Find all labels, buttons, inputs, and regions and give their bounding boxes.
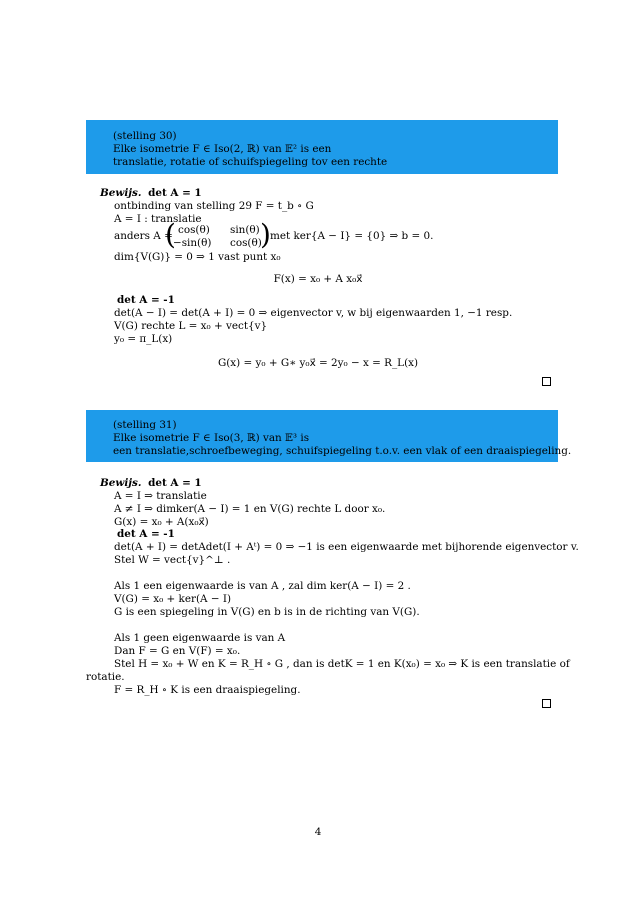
proof-31-line: F = R_H ∘ K is een draaispiegeling. bbox=[114, 684, 301, 696]
matrix-right-paren: ) bbox=[260, 218, 271, 251]
proof-30-matrix-post: met ker{A − I} = {0} ⇒ b = 0. bbox=[270, 230, 434, 242]
theorem-31-line-2: een translatie,schroefbeweging, schuifspiegeling t.o.v. een vlak of een draaispiegeling. bbox=[113, 445, 572, 457]
qed-square bbox=[542, 699, 551, 708]
matrix-cell: cos(θ) bbox=[178, 224, 210, 236]
equation-g: G(x) = y₀ + G∗ y₀x⃗ = 2y₀ − x = R_L(x) bbox=[217, 357, 419, 369]
matrix-cell: sin(θ) bbox=[230, 224, 260, 236]
proof-30-line: dim{V(G)} = 0 ⇒ 1 vast punt x₀ bbox=[114, 251, 281, 263]
theorem-30-line-1: Elke isometrie F ∈ Iso(2, ℝ) van 𝔼² is een bbox=[113, 143, 332, 155]
matrix-left-paren: ( bbox=[165, 218, 176, 251]
proof-31-line: A = I ⇒ translatie bbox=[114, 490, 207, 502]
proof-30-line: V(G) rechte L = x₀ + vect{v} bbox=[114, 320, 268, 332]
proof-case-2: det A = -1 bbox=[117, 294, 175, 306]
proof-30-matrix-pre: anders A = bbox=[114, 230, 173, 242]
proof-31-line: Als 1 geen eigenwaarde is van A bbox=[114, 632, 286, 644]
proof-31-line: A ≠ I ⇒ dimker(A − I) = 1 en V(G) rechte L door x₀. bbox=[114, 503, 386, 515]
proof-word: Bewijs. bbox=[100, 187, 142, 199]
proof-31-line: V(G) = x₀ + ker(A − I) bbox=[114, 593, 232, 605]
qed-square bbox=[542, 377, 551, 386]
page-number: 4 bbox=[314, 826, 322, 838]
proof-31-line: det(A + I) = detAdet(I + Aᵗ) = 0 ⇒ −1 is een eigenwaarde met bijhorende eigenvector v. bbox=[114, 541, 579, 553]
proof-31-line: Stel H = x₀ + W en K = R_H ∘ G , dan is detK = 1 en K(x₀) = x₀ ⇒ K is een translatie of bbox=[114, 658, 570, 670]
proof-31-heading bbox=[100, 477, 202, 489]
proof-word: Bewijs. bbox=[100, 477, 142, 489]
matrix-cell: −sin(θ) bbox=[173, 237, 212, 249]
proof-case-1: det A = 1 bbox=[148, 477, 202, 489]
proof-31-line: G is een spiegeling in V(G) en b is in de richting van V(G). bbox=[114, 606, 420, 618]
proof-31-line: Stel W = vect{v}^⊥ . bbox=[114, 554, 231, 566]
proof-31-line: Dan F = G en V(F) = x₀. bbox=[114, 645, 241, 657]
theorem-31-line-1: Elke isometrie F ∈ Iso(3, ℝ) van 𝔼³ is bbox=[113, 432, 310, 444]
proof-case-2: det A = -1 bbox=[117, 528, 175, 540]
matrix-cell: cos(θ) bbox=[230, 237, 262, 249]
proof-30-line: ontbinding van stelling 29 F = t_b ∘ G bbox=[114, 200, 314, 212]
theorem-30-line-2: translatie, rotatie of schuifspiegeling tov een rechte bbox=[113, 156, 388, 168]
proof-31-line: G(x) = x₀ + A(x₀x⃗) bbox=[114, 516, 209, 528]
proof-31-line: rotatie. bbox=[86, 671, 125, 683]
proof-30-heading bbox=[100, 187, 202, 199]
proof-case-1: det A = 1 bbox=[148, 187, 202, 199]
proof-31-line: Als 1 een eigenwaarde is van A , zal dim ker(A − I) = 2 . bbox=[114, 580, 411, 592]
theorem-30-label: (stelling 30) bbox=[113, 130, 177, 142]
equation-f: F(x) = x₀ + A x₀x⃗ bbox=[273, 273, 363, 285]
proof-30-line: y₀ = π_L(x) bbox=[114, 333, 173, 345]
proof-30-line: det(A − I) = det(A + I) = 0 ⇒ eigenvector v, w bij eigenwaarden 1, −1 resp. bbox=[114, 307, 513, 319]
proof-30-line: A = I : translatie bbox=[114, 213, 202, 225]
theorem-31-label: (stelling 31) bbox=[113, 419, 177, 431]
